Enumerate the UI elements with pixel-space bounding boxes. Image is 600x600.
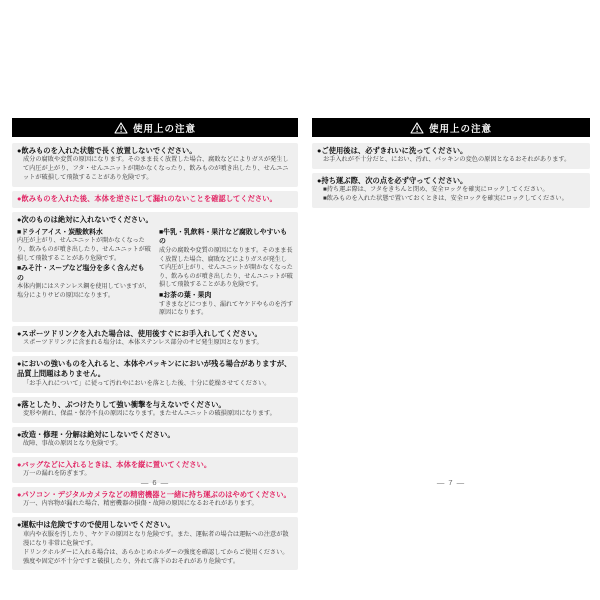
prohibited-item-title: ■みそ汁・スープなど塩分を多く含んだもの — [17, 265, 145, 282]
notice-section — [12, 326, 298, 352]
notice-body-line: 強度や固定が不十分ですと破損したり、外れて落下のおそれがあり危険です。 — [23, 557, 240, 565]
notice-section — [12, 487, 298, 513]
notice-sections — [12, 143, 298, 570]
notice-body-line: 万一、内容物が漏れた場合、精密機器の損傷・故障の原因になるおそれがあります。 — [23, 500, 258, 508]
notice-section — [12, 143, 298, 187]
notice-title: ●持ち運ぶ際、次の点を必ず守ってください。 — [317, 176, 468, 186]
notice-section — [12, 191, 298, 208]
notice-title: ●においの強いものを入れると、本体やパッキンににおいが残る場合がありますが、品質上問題はありません。 — [17, 359, 292, 379]
notice-title: ●改造・修理・分解は絶対にしないでください。 — [17, 429, 175, 439]
notice-section — [12, 427, 298, 453]
caution-header — [312, 118, 590, 137]
warning-triangle-icon — [410, 122, 424, 134]
caution-header — [12, 118, 298, 137]
notice-body-line: 万一の漏れを防ぎます。 — [23, 470, 91, 478]
notice-body-line: お手入れが不十分だと、におい、汚れ、パッキンの変色の原因となるおそれがあります。 — [323, 156, 571, 164]
manual-page-7 — [312, 118, 590, 487]
notice-title: ●スポーツドリンクを入れた場合は、使用後すぐにお手入れしてください。 — [17, 329, 262, 339]
prohibited-item-desc: 本体内側にはステンレス鋼を使用していますが、塩分によりサビの原因になります。 — [17, 283, 151, 300]
notice-body-line: ドリンクホルダーに入れる場合は、あらかじめホルダーの強度を確認してからご使用ください。 — [23, 548, 289, 556]
prohibited-item-desc: すきまなどにつまり、漏れてヤケドやものを汚す原因になります。 — [159, 300, 293, 317]
notice-body-line: 変形や割れ、保温・保冷不良の原因になります。またせんユニットの破損原因になります。 — [23, 409, 276, 417]
notice-section — [12, 212, 298, 322]
notice-body-line: ■飲みものを入れた状態で置いておくときは、安全ロックを確実にロックしてください。 — [323, 195, 568, 203]
prohibited-item-title: ■ドライアイス・炭酸飲料水 — [17, 228, 103, 236]
notice-section — [312, 173, 590, 208]
notice-title: ●ご使用後は、必ずきれいに洗ってください。 — [317, 146, 468, 155]
notice-body-line: 故障、事故の原因となり危険です。 — [23, 439, 122, 447]
prohibited-items-columns — [17, 227, 293, 318]
notice-title: ●バッグなどに入れるときは、本体を縦に置いてください。 — [17, 459, 212, 469]
prohibited-item-desc: 成分の腐敗や変質の原因になります。そのまま長く放置した場合、腐敗などによりガスが発生して内圧が上がり、せんユニットが開かなくなったり、飲みものが噴き出したり、せんユニットが破損して飛散することがあり危険です。 — [159, 246, 293, 289]
notice-title: ●飲みものを入れた状態で長く放置しないでください。 — [17, 146, 197, 155]
prohibited-item-desc: 内圧が上がり、せんユニットが開かなくなったり、飲みものが噴き出したり、せんユニットが破損して飛散することがあり危険です。 — [17, 237, 151, 262]
notice-sections — [312, 143, 590, 208]
warning-triangle-icon — [114, 122, 128, 134]
notice-body-line: ■持ち運ぶ際は、フタをきちんと閉め、安全ロックを確実にロックしてください。 — [323, 186, 549, 194]
notice-body-line: 車内や衣服を汚したり、ヤケドの原因となり危険です。また、運転者の場合は運転への注意が散漫になり非常に危険です。 — [23, 530, 289, 547]
notice-body-line: 「お手入れについて」に従って汚れやにおいを落とした後、十分に乾燥させてください。 — [23, 379, 271, 387]
notice-title: ●運転中は危険ですので使用しないでください。 — [17, 520, 175, 530]
prohibited-item-title: ■牛乳・乳飲料・果汁など腐敗しやすいもの — [159, 228, 288, 246]
caution-header-title: 使用上の注意 — [428, 123, 492, 135]
notice-title: ●落としたり、ぶつけたりして強い衝撃を与えないでください。 — [17, 399, 226, 409]
notice-section — [12, 517, 298, 570]
notice-title: ●パソコン・デジタルカメラなどの精密機器と一緒に持ち運ぶのはやめてください。 — [17, 490, 291, 500]
notice-section — [312, 143, 590, 169]
notice-title: ●飲みものを入れた後、本体を逆さにして漏れのないことを確認してください。 — [17, 194, 277, 204]
notice-section — [12, 356, 298, 392]
notice-body-line: 成分の腐敗や変質の原因になります。そのまま長く放置した場合、腐敗などによりガスが発生して内圧が上がり、フタ・せんユニットが開かなくなったり、飲みものが噴き出したり、せんユニットが破損して飛散することがあり危険です。 — [23, 156, 289, 182]
caution-header-title: 使用上の注意 — [132, 123, 196, 135]
page-number: — 7 — — [436, 478, 466, 487]
prohibited-items-column — [159, 227, 293, 318]
notice-body-line: スポーツドリンクに含まれる塩分は、本体ステンレス部分のサビ発生原因となります。 — [23, 339, 263, 347]
manual-page-6 — [12, 118, 298, 574]
prohibited-items-column — [17, 227, 151, 318]
prohibited-item-title: ■お茶の葉・果肉 — [159, 292, 212, 300]
notice-title: ●次のものは絶対に入れないでください。 — [17, 215, 153, 225]
page-number: — 6 — — [140, 478, 170, 487]
notice-section — [12, 397, 298, 423]
